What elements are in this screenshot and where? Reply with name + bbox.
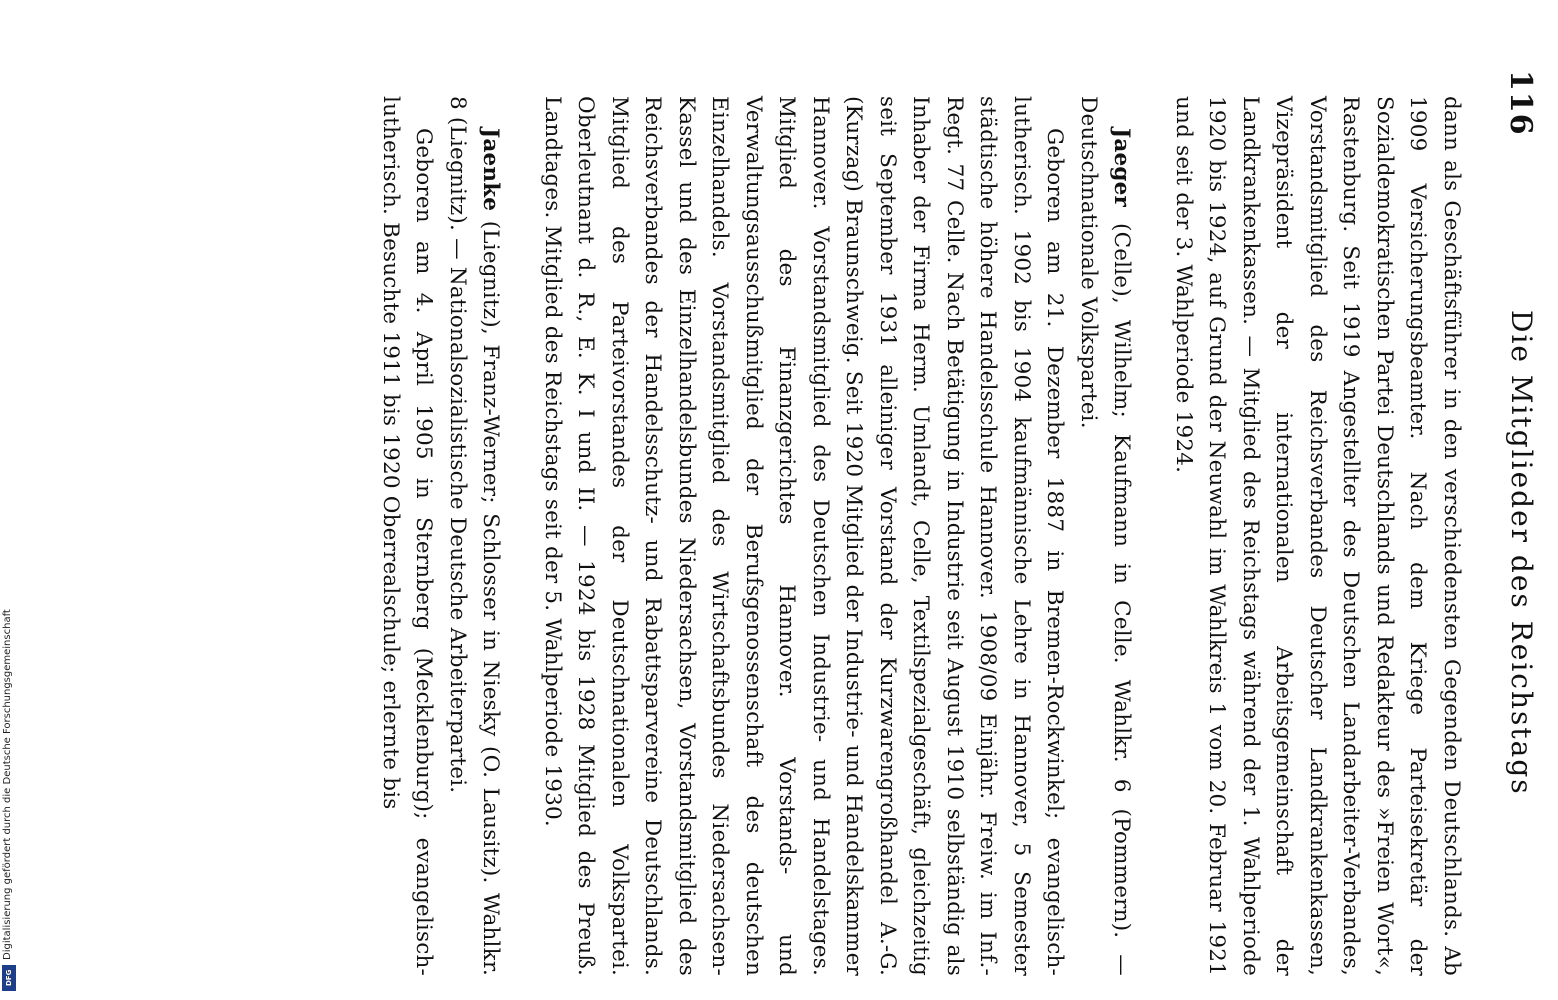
member-name: Jaeger [1109,128,1135,208]
biography-jaenke [374,96,441,976]
entry-heading-text: (Liegnitz), Franz-Werner; Schlosser in Niesky (O. Lausitz). Wahlkr. 8 (Liegnitz). — Nationalsozialistische Deutsche Arbeiterpartei. [445,96,504,976]
paragraph-text: dann als Geschäftsführer in den verschiedensten Gegenden Deutschlands. Ab 1909 Versicherungsbeamter. Nach dem Kriege Parteisekretär der Sozialdemokratischen Partei Deutschlands und Redakteur des »Freien Wort«, Rastenburg. Seit 1919 Angestellter des Deutschen Landarbeiter-Verbandes, Vorstandsmitglied des Reichsverbandes Deutscher Landkrankenkassen, Vizepräsident der internationalen Arbeitsgemeinschaft der Landkrankenkassen. — Mitglied des Reichstags während der 1. Wahlperiode 1920 bis 1924, auf Grund der Neuwahl im Wahlkreis 1 vom 20. Februar 1921 und seit der 3. Wahlperiode 1924. [1171,96,1464,976]
member-name: Jaenke [478,128,504,212]
entry-spacer [508,96,536,976]
running-title: Die Mitglieder des Reichstags [1505,310,1538,796]
page-number: 116 [1503,70,1538,136]
digitization-credit [0,0,20,1000]
dfg-logo-icon: DFG [2,965,16,991]
entry-heading-jaeger [1072,96,1139,976]
biography-jaeger [536,96,1072,976]
paragraph-text: Geboren am 21. Dezember 1887 in Bremen-Rockwinkel; evangelisch-lutherisch. 1902 bis 1904 kaufmännische Lehre in Hannover, 5 Semester städtische höhere Handelsschule Hannover. 1908/09 Einjähr. Freiw. im Inf.-Regt. 77 Celle. Nach Betätigung in Industrie seit August 1910 selbständig als Inhaber der Firma Herm. Umlandt, Celle, Textilspezialgeschäft, gleichzeitig seit September 1931 alleiniger Vorstand der Kurzwarengroßhandel A.-G. (Kurzag) Braunschweig. Seit 1920 Mitglied der Industrie- und Handelskammer Hannover. Vorstandsmitglied des Deutschen Industrie- und Handelstages. Mitglied des Finanzgerichtes Hannover. Vorstands- und Verwaltungsausschußmitglied der Berufsgenossenschaft des deutschen Einzelhandels. Vorstandsmitglied des Wirtschaftsbundes Niedersachsen-Kassel und des Einzelhandelsbundes Niedersachsen, Vorstandsmitglied des Reichsverbandes der Handelsschutz- und Rabattsparvereine Deutschlands. Mitglied des Parteivorstandes der Deutschnationalen Volkspartei. Oberleutnant d. R., E. K. I und II. — 1924 bis 1928 Mitglied des Preuß. Landtages. Mitglied des Reichstags seit der 5. Wahlperiode 1930. [540,96,1068,976]
entry-spacer [1139,96,1167,976]
entry-heading-jaenke [441,96,508,976]
credit-text: Digitalisierung gefördert durch die Deutsche Forschungsgemeinschaft [2,609,13,960]
paragraph-continuation [1167,96,1469,976]
page-body [374,96,1469,976]
page-header [1498,70,1538,920]
paragraph-text: Geboren am 4. April 1905 in Sternberg (Mecklenburg); evangelisch-lutherisch. Besuchte 1911 bis 1920 Oberrealschule; erlernte bis [378,96,437,976]
entry-heading-text: (Celle), Wilhelm; Kaufmann in Celle. Wahlkr. 6 (Pommern). — Deutschnationale Volkspartei. [1076,96,1135,976]
